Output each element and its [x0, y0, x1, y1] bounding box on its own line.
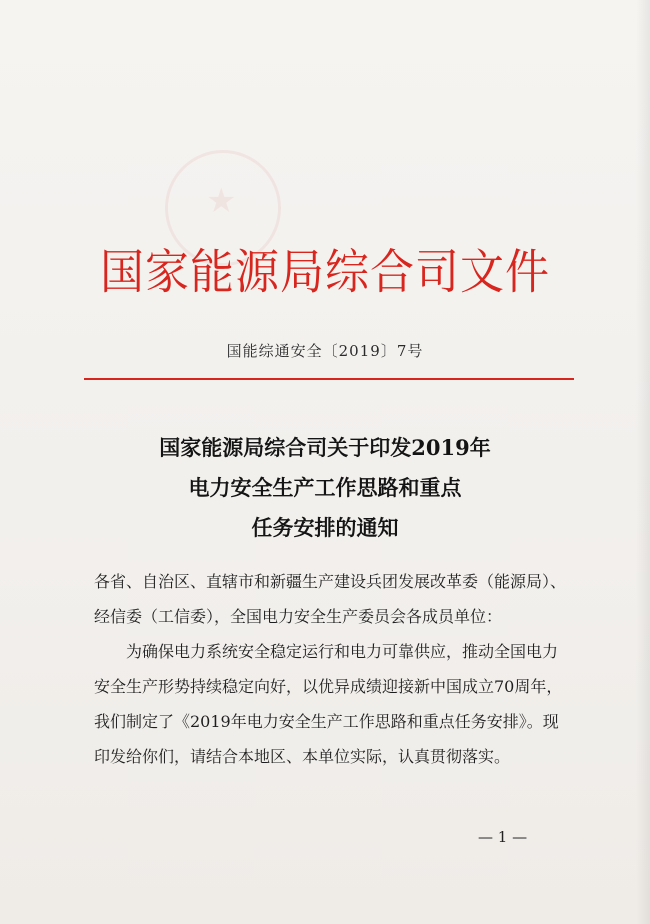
notice-title-line: 国家能源局综合司关于印发2019年: [159, 435, 491, 460]
notice-title: [0, 428, 650, 548]
notice-title-line: 电力安全生产工作思路和重点: [188, 475, 462, 500]
page-number: — 1 —: [478, 828, 528, 846]
document-number: 国能综通安全〔2019〕7号: [226, 342, 424, 360]
body-paragraph: [94, 634, 594, 774]
addressee-block: [94, 564, 594, 634]
body-line: 安全生产形势持续稳定向好，以优异成绩迎接新中国成立70周年，: [94, 677, 563, 696]
notice-title-line: 任务安排的通知: [251, 515, 399, 540]
red-separator-line: [84, 378, 574, 380]
addressee-line: 各省、自治区、直辖市和新疆生产建设兵团发展改革委（能源局）、: [94, 572, 567, 591]
document-header-title: 国家能源局综合司文件: [100, 245, 550, 301]
body-line: 为确保电力系统安全稳定运行和电力可靠供应，推动全国电力: [126, 642, 559, 661]
addressee-line: 经信委（工信委），全国电力安全生产委员会各成员单位：: [94, 607, 503, 626]
body-line: 我们制定了《2019年电力安全生产工作思路和重点任务安排》。现: [94, 712, 559, 731]
body-line: 印发给你们，请结合本地区、本单位实际，认真贯彻落实。: [94, 747, 511, 766]
